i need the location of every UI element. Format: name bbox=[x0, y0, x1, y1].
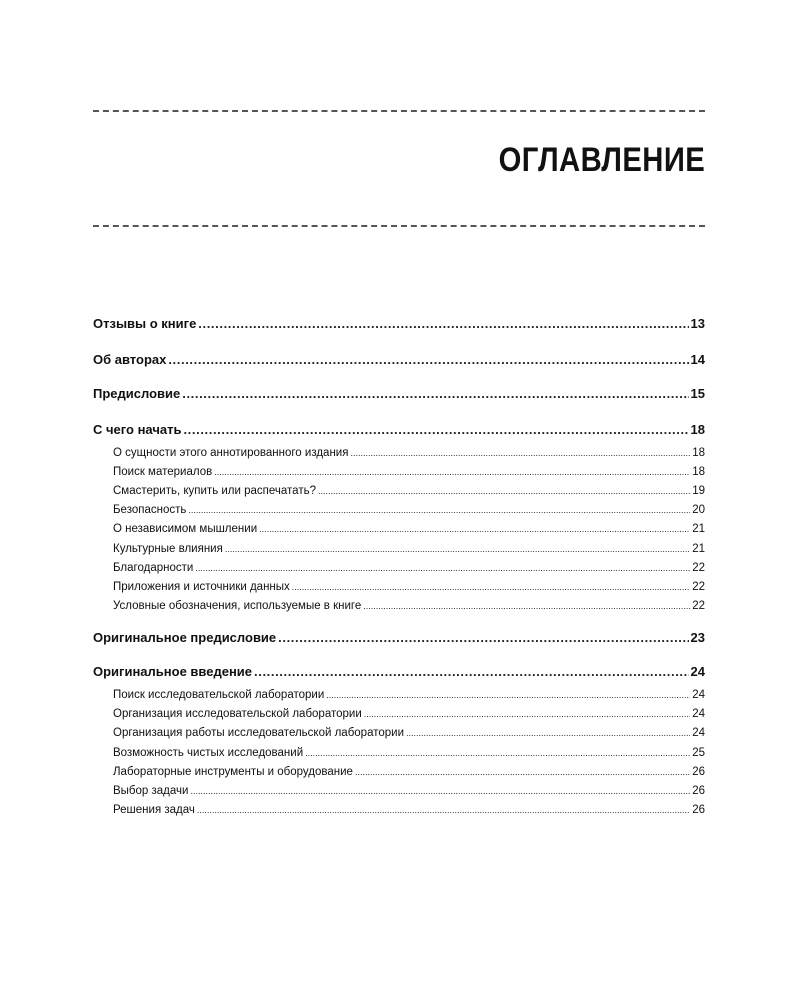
page-title: ОГЛАВЛЕНИЕ bbox=[498, 141, 705, 179]
toc-dot-leader bbox=[318, 486, 690, 496]
toc-dot-leader bbox=[259, 524, 690, 534]
bottom-dashed-rule bbox=[93, 225, 705, 227]
toc-entry-label: Решения задач bbox=[113, 804, 195, 816]
toc-subentry bbox=[93, 785, 705, 797]
toc-subentry bbox=[93, 600, 705, 612]
toc-entry-label: Условные обозначения, используемые в книге bbox=[113, 600, 362, 612]
toc-dot-leader bbox=[305, 748, 690, 758]
toc-page-number: 21 bbox=[692, 523, 705, 535]
toc-entry bbox=[93, 352, 705, 367]
toc-entry bbox=[93, 316, 705, 331]
toc-entry-label: Отзывы о книге bbox=[93, 316, 197, 331]
toc-dot-leader bbox=[406, 728, 690, 738]
toc-entry-label: Оригинальное введение bbox=[93, 664, 253, 679]
toc-entry-label: Безопасность bbox=[113, 504, 187, 516]
toc-entry-label: Организация исследовательской лаборатории bbox=[113, 708, 362, 720]
toc-subentry bbox=[93, 708, 705, 720]
toc-dot-leader bbox=[350, 448, 690, 458]
toc-page-number: 18 bbox=[690, 422, 705, 437]
toc-page-number: 24 bbox=[692, 708, 705, 720]
toc-dot-leader bbox=[188, 505, 690, 515]
toc-page-number: 22 bbox=[692, 581, 705, 593]
top-dashed-rule bbox=[93, 110, 705, 112]
toc-page-number: 15 bbox=[690, 386, 705, 401]
toc-dot-leader bbox=[292, 582, 690, 592]
toc-entry bbox=[93, 422, 705, 437]
toc-page-number: 26 bbox=[692, 766, 705, 778]
toc-entry-label: Приложения и источники данных bbox=[113, 581, 290, 593]
toc-entry-label: Оригинальное предисловие bbox=[93, 630, 277, 645]
toc-subentry bbox=[93, 747, 705, 759]
toc-entry-label: О сущности этого аннотированного издания bbox=[113, 447, 349, 459]
toc-entry-label: Смастерить, купить или распечатать? bbox=[113, 485, 316, 497]
toc-subentry bbox=[93, 689, 705, 701]
toc-dot-leader bbox=[225, 544, 690, 554]
toc-subentry bbox=[93, 485, 705, 497]
toc-page-number: 24 bbox=[692, 727, 705, 739]
toc-page-number: 24 bbox=[692, 689, 705, 701]
toc-page-number: 13 bbox=[690, 316, 705, 331]
toc-entry-label: Возможность чистых исследований bbox=[113, 747, 304, 759]
toc-subentry bbox=[93, 581, 705, 593]
toc-subentry bbox=[93, 562, 705, 574]
toc-dot-leader bbox=[183, 422, 688, 437]
toc-dot-leader bbox=[198, 316, 688, 331]
toc-subentry bbox=[93, 523, 705, 535]
toc-dot-leader bbox=[278, 630, 688, 645]
toc-page-number: 23 bbox=[690, 630, 705, 645]
toc-page-number: 22 bbox=[692, 562, 705, 574]
toc-page-number: 19 bbox=[692, 485, 705, 497]
toc-page-number: 24 bbox=[690, 664, 705, 679]
toc-entry-label: Культурные влияния bbox=[113, 543, 223, 555]
toc-entry bbox=[93, 664, 705, 679]
toc-subentry bbox=[93, 466, 705, 478]
toc-subentry bbox=[93, 804, 705, 816]
toc-page-number: 26 bbox=[692, 804, 705, 816]
toc-page-number: 18 bbox=[692, 466, 705, 478]
toc-dot-leader bbox=[214, 467, 690, 477]
toc-page-number: 25 bbox=[692, 747, 705, 759]
toc-dot-leader bbox=[197, 805, 690, 815]
toc-page-number: 14 bbox=[690, 352, 705, 367]
toc-page-number: 20 bbox=[692, 504, 705, 516]
toc-subentry bbox=[93, 766, 705, 778]
toc-dot-leader bbox=[355, 767, 690, 777]
toc-entry-label: Поиск материалов bbox=[113, 466, 213, 478]
toc-dot-leader bbox=[168, 352, 688, 367]
toc-entry-label: Лабораторные инструменты и оборудование bbox=[113, 766, 353, 778]
toc-entry-label: Предисловие bbox=[93, 386, 181, 401]
toc-entry-label: Организация работы исследовательской лаборатории bbox=[113, 727, 404, 739]
toc-page-number: 26 bbox=[692, 785, 705, 797]
toc-subentry bbox=[93, 727, 705, 739]
toc-dot-leader bbox=[364, 709, 690, 719]
toc-page-number: 21 bbox=[692, 543, 705, 555]
toc-dot-leader bbox=[326, 690, 690, 700]
toc-dot-leader bbox=[254, 664, 689, 679]
toc-entry-label: Благодарности bbox=[113, 562, 194, 574]
toc-entry-label: Выбор задачи bbox=[113, 785, 189, 797]
toc-subentry bbox=[93, 447, 705, 459]
toc-dot-leader bbox=[190, 786, 690, 796]
toc-entry-label: С чего начать bbox=[93, 422, 182, 437]
toc-entry-label: Об авторах bbox=[93, 352, 167, 367]
toc-page-number: 18 bbox=[692, 447, 705, 459]
toc-entry-label: О независимом мышлении bbox=[113, 523, 258, 535]
toc-entry-label: Поиск исследовательской лаборатории bbox=[113, 689, 325, 701]
toc-dot-leader bbox=[363, 601, 690, 611]
toc-dot-leader bbox=[182, 386, 688, 401]
toc-subentry bbox=[93, 504, 705, 516]
toc-entry bbox=[93, 386, 705, 401]
toc-entry bbox=[93, 630, 705, 645]
toc-subentry bbox=[93, 543, 705, 555]
toc-page-number: 22 bbox=[692, 600, 705, 612]
toc-dot-leader bbox=[195, 563, 690, 573]
